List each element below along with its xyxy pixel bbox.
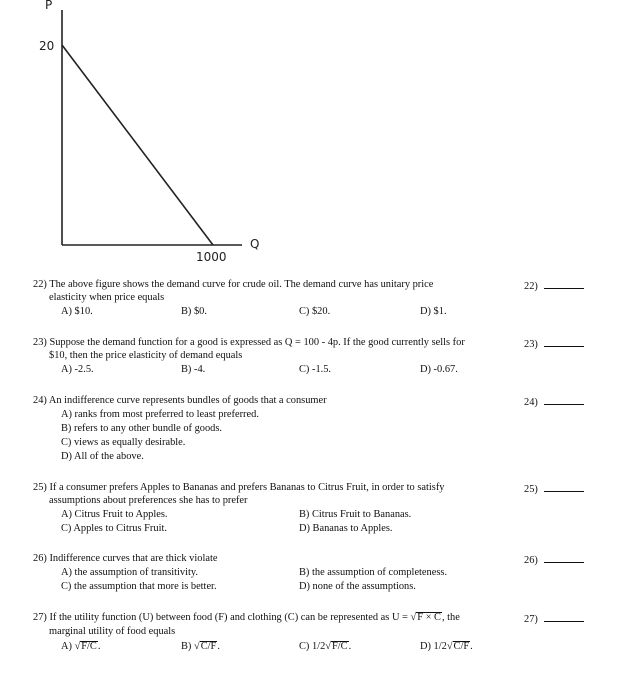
question-24-option-b: B) refers to any other bundle of goods. [61,423,223,434]
question-22-option-c: C) $20. [299,306,331,317]
question-27-option-d [420,641,473,653]
question-24-option-d: D) All of the above. [61,451,144,462]
question-26-option-d: D) none of the assumptions. [299,581,416,592]
question-27-option-b [181,641,220,653]
q-axis-label: Q [250,237,260,251]
answer-blank-27[interactable] [524,612,584,625]
answer-label-24: 24) [524,397,538,408]
question-23-option-d: D) -0.67. [420,364,458,375]
sqrt-icon: √F/C [74,641,97,652]
answer-label-22: 22) [524,281,538,292]
option-d-prefix: D) 1/2 [420,641,447,652]
answer-label-27: 27) [524,614,538,625]
question-23-line2: $10, then the price elasticity of demand equals [49,350,243,361]
demand-line [62,45,213,245]
question-22-option-d: D) $1. [420,306,447,317]
option-b-radicand: C/F [200,641,217,652]
question-25-option-a: A) Citrus Fruit to Apples. [61,509,168,520]
option-b-suffix: . [217,641,220,652]
answer-label-23: 23) [524,339,538,350]
question-22-line2: elasticity when price equals [49,292,165,303]
question-26-line1: 26) Indifference curves that are thick violate [33,553,218,564]
sqrt-icon: √C/F [194,641,217,652]
question-22-option-b: B) $0. [181,306,207,317]
question-26-option-b: B) the assumption of completeness. [299,567,448,578]
x-tick-1000: 1000 [196,250,227,264]
answer-blank-26[interactable] [524,553,584,566]
option-c-suffix: . [348,641,352,652]
option-b-prefix: B) [181,641,194,652]
option-c-radicand: F/C [331,641,348,652]
question-27-line2: marginal utility of food equals [49,626,176,637]
question-27-option-a [61,641,100,653]
demand-curve-figure [0,0,617,270]
answer-blank-22[interactable] [524,279,584,292]
question-23-line1: 23) Suppose the demand function for a good is expressed as Q = 100 - 4p. If the good currently sells for [33,337,465,348]
question-24-option-c: C) views as equally desirable. [61,437,186,448]
p-axis-label: P [45,0,53,12]
question-27-line1 [33,612,460,624]
sqrt-icon: √F/C [325,641,348,652]
question-22-line1: 22) The above figure shows the demand curve for crude oil. The demand curve has unitary price [33,279,434,290]
question-25-line2: assumptions about preferences she has to prefer [49,495,248,506]
question-24-line1: 24) An indifference curve represents bundles of goods that a consumer [33,395,327,406]
question-27-line1-a: 27) If the utility function (U) between food (F) and clothing (C) can be represented as U = [33,612,411,623]
option-a-prefix: A) [61,641,75,652]
answer-label-25: 25) [524,484,538,495]
question-23-option-c: C) -1.5. [299,364,332,375]
option-d-suffix: . [470,641,473,652]
question-27-radicand: F × C [417,612,441,623]
option-a-radicand: F/C [81,641,97,652]
question-27-option-c [299,641,351,653]
question-25-option-c: C) Apples to Citrus Fruit. [61,523,167,534]
sqrt-icon: √F × C [410,612,441,623]
question-25-option-d: D) Bananas to Apples. [299,523,393,534]
y-tick-20: 20 [39,39,55,53]
option-d-radicand: C/F [453,641,470,652]
option-a-suffix: . [97,641,101,652]
question-25-line1: 25) If a consumer prefers Apples to Bananas and prefers Bananas to Citrus Fruit, in order to satisfy [33,482,445,493]
question-23-option-b: B) -4. [181,364,206,375]
question-25-option-b: B) Citrus Fruit to Bananas. [299,509,412,520]
sqrt-icon: √C/F [446,641,470,652]
question-27-line1-b: , the [441,612,460,623]
answer-blank-23[interactable] [524,337,584,350]
question-26-option-c: C) the assumption that more is better. [61,581,217,592]
question-24-option-a: A) ranks from most preferred to least preferred. [61,409,259,420]
question-23-option-a: A) -2.5. [61,364,94,375]
question-26-option-a: A) the assumption of transitivity. [61,567,198,578]
answer-blank-24[interactable] [524,395,584,408]
question-22-option-a: A) $10. [61,306,93,317]
option-c-prefix: C) 1/2 [299,641,326,652]
answer-blank-25[interactable] [524,482,584,495]
answer-label-26: 26) [524,555,538,566]
